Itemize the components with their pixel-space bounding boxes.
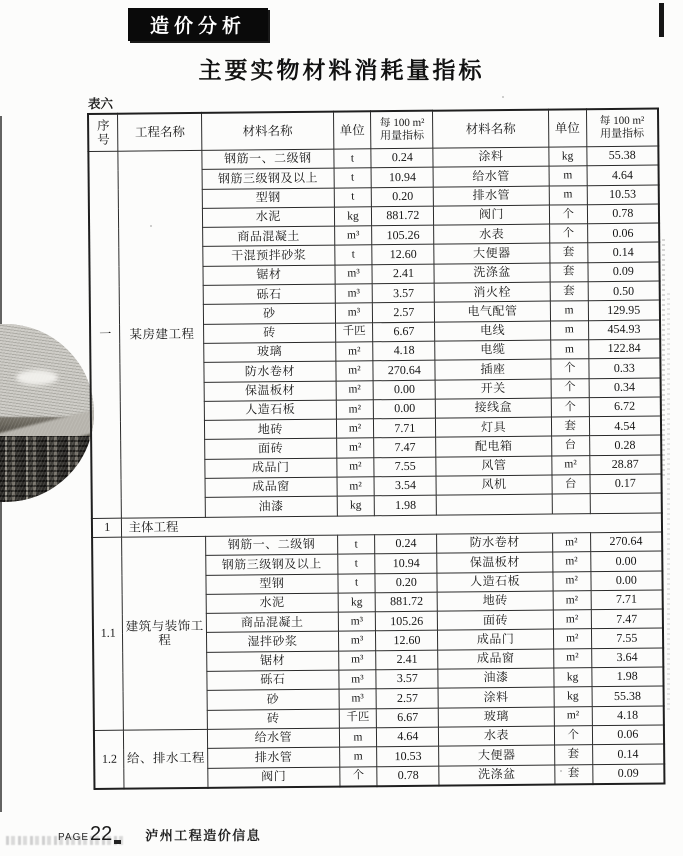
qty-head-line1: 每 100 m² xyxy=(379,116,425,130)
material-cell: 插座 xyxy=(435,359,551,379)
material-cell: 防水卷材 xyxy=(204,361,336,382)
material-cell: 钢筋一、二级钢 xyxy=(202,149,334,170)
material-cell: 电线 xyxy=(435,321,551,341)
value-cell: 0.06 xyxy=(592,725,664,745)
value-cell: 2.41 xyxy=(376,650,438,670)
unit-cell: 套 xyxy=(550,282,588,302)
unit-cell: m² xyxy=(553,610,591,630)
value-cell: 881.72 xyxy=(376,592,438,612)
material-cell: 人造石板 xyxy=(437,572,553,592)
material-cell: 大便器 xyxy=(434,244,550,264)
unit-cell: m² xyxy=(553,571,591,591)
col-header-project: 工程名称 xyxy=(118,113,202,151)
material-cell: 油漆 xyxy=(205,496,337,517)
material-cell: 人造石板 xyxy=(204,400,336,421)
unit-cell: m² xyxy=(337,477,375,497)
section-name-cell: 建筑与装饰工程 xyxy=(122,536,208,730)
value-cell: 28.87 xyxy=(589,455,661,475)
unit-cell: m² xyxy=(336,458,374,478)
unit-cell: t xyxy=(337,535,375,555)
unit-cell: 千匹 xyxy=(339,708,377,728)
value-cell: 2.57 xyxy=(376,688,438,708)
unit-cell: m² xyxy=(553,629,591,649)
materials-table-wrap xyxy=(87,108,665,790)
value-cell: 10.94 xyxy=(375,553,437,573)
value-cell: 2.41 xyxy=(372,264,434,284)
unit-cell: 个 xyxy=(551,398,589,418)
value-cell: 122.84 xyxy=(588,339,660,359)
value-cell: 7.55 xyxy=(374,457,436,477)
section-no-cell: 1 xyxy=(92,518,122,538)
value-cell: 0.09 xyxy=(588,262,660,282)
value-cell: 0.00 xyxy=(374,380,436,400)
footer-tick-mark xyxy=(114,840,121,844)
value-cell: 0.33 xyxy=(589,358,661,378)
unit-cell: 套 xyxy=(550,262,588,282)
unit-cell: 个 xyxy=(549,224,587,244)
unit-cell: m xyxy=(339,728,377,748)
unit-cell: m³ xyxy=(338,650,376,670)
value-cell: 7.71 xyxy=(591,590,663,610)
value-cell: 7.55 xyxy=(591,628,663,648)
value-cell: 0.14 xyxy=(592,744,664,764)
col-header-material-right: 材料名称 xyxy=(433,110,549,149)
value-cell: 0.78 xyxy=(377,766,439,786)
material-cell: 保温板材 xyxy=(437,552,553,572)
material-cell: 商品混凝土 xyxy=(206,612,338,633)
section-no-cell: 一 xyxy=(88,151,121,518)
value-cell: 55.38 xyxy=(586,146,658,166)
scan-corner-mark xyxy=(659,3,664,37)
unit-cell: m xyxy=(550,301,588,321)
unit-cell: kg xyxy=(334,207,372,227)
value-cell: 7.47 xyxy=(374,438,436,458)
unit-cell: m² xyxy=(336,400,374,420)
value-cell: 6.67 xyxy=(373,322,435,342)
material-cell: 涂料 xyxy=(438,687,554,707)
material-cell: 水泥 xyxy=(206,593,338,614)
unit-cell: m xyxy=(550,320,588,340)
col-header-material-left: 材料名称 xyxy=(202,112,334,151)
material-cell: 大便器 xyxy=(439,745,555,765)
material-cell: 型钢 xyxy=(202,188,334,209)
material-cell: 锯材 xyxy=(203,265,335,286)
value-cell: 129.95 xyxy=(588,300,660,320)
col-header-unit-left: 单位 xyxy=(333,111,371,149)
value-cell: 4.64 xyxy=(587,165,659,185)
value-cell: 55.38 xyxy=(592,686,664,706)
value-cell: 7.47 xyxy=(591,609,663,629)
value-cell: 105.26 xyxy=(376,611,438,631)
unit-cell: m² xyxy=(553,648,591,668)
material-cell: 电缆 xyxy=(435,340,551,360)
unit-cell: m² xyxy=(552,552,590,572)
unit-cell: kg xyxy=(337,496,375,516)
unit-cell: 个 xyxy=(551,378,589,398)
value-cell: 10.94 xyxy=(371,167,433,187)
unit-cell: m² xyxy=(336,380,374,400)
material-cell: 排水管 xyxy=(208,747,340,768)
value-cell: 881.72 xyxy=(372,206,434,226)
value-cell: 270.64 xyxy=(590,532,662,552)
material-cell: 砂 xyxy=(203,304,335,325)
material-cell: 成品门 xyxy=(438,629,554,649)
material-cell: 消火栓 xyxy=(434,282,550,302)
unit-cell: t xyxy=(334,245,372,265)
value-cell: 7.71 xyxy=(374,418,436,438)
unit-cell: m³ xyxy=(338,670,376,690)
unit-cell: 台 xyxy=(551,436,589,456)
value-cell: 0.00 xyxy=(591,571,663,591)
qty-head-line2: 用量指标 xyxy=(380,129,425,143)
unit-cell: t xyxy=(337,554,375,574)
value-cell: 0.28 xyxy=(589,435,661,455)
value-cell: 3.64 xyxy=(591,648,663,668)
unit-cell: 千匹 xyxy=(335,322,373,342)
unit-cell: m xyxy=(549,185,587,205)
material-cell: 给水管 xyxy=(433,166,549,186)
footer-publication-name: 泸州工程造价信息 xyxy=(145,828,262,843)
material-cell: 砖 xyxy=(207,709,339,730)
value-cell: 0.50 xyxy=(588,281,660,301)
unit-cell: kg xyxy=(338,593,376,613)
scan-bleed-marks xyxy=(662,236,665,476)
value-cell: 0.78 xyxy=(587,204,659,224)
city-aerial-photo xyxy=(0,324,94,502)
unit-cell: t xyxy=(337,573,375,593)
material-cell: 砾石 xyxy=(207,670,339,691)
value-cell: 4.18 xyxy=(373,341,435,361)
unit-cell: m³ xyxy=(335,284,373,304)
material-cell: 砾石 xyxy=(203,284,335,305)
footer-page-number: 22 xyxy=(90,823,113,845)
section-name-cell: 给、排水工程 xyxy=(124,729,208,788)
material-cell: 型钢 xyxy=(206,574,338,595)
section-badge-label: 造价分析 xyxy=(149,16,246,37)
value-cell: 2.57 xyxy=(373,303,435,323)
value-cell: 0.20 xyxy=(372,187,434,207)
unit-cell: 台 xyxy=(552,475,590,495)
material-cell: 阀门 xyxy=(208,767,340,788)
value-cell: 10.53 xyxy=(587,185,659,205)
material-cell: 油漆 xyxy=(438,668,554,688)
value-cell: 3.54 xyxy=(374,476,436,496)
table-number-label: 表六 xyxy=(88,97,114,111)
material-cell: 电气配管 xyxy=(435,301,551,321)
material-cell: 砖 xyxy=(204,323,336,344)
value-cell: 3.57 xyxy=(376,669,438,689)
col-header-qty-left xyxy=(371,111,433,149)
material-cell: 成品门 xyxy=(205,458,337,479)
table-header-row xyxy=(88,109,658,152)
footer-page-word: PAGE xyxy=(58,832,90,843)
unit-cell: 个 xyxy=(549,205,587,225)
section-name-cell: 主体工程 xyxy=(122,513,662,537)
unit-cell: 套 xyxy=(550,243,588,263)
material-cell: 钢筋三级钢及以上 xyxy=(206,554,338,575)
material-cell: 面砖 xyxy=(438,610,554,630)
unit-cell: kg xyxy=(554,687,592,707)
value-cell: 0.00 xyxy=(374,399,436,419)
material-cell: 洗涤盆 xyxy=(439,765,555,786)
value-cell: 3.57 xyxy=(373,283,435,303)
unit-cell: m² xyxy=(552,455,590,475)
unit-cell: t xyxy=(334,168,372,188)
unit-cell: m xyxy=(549,166,587,186)
value-cell: 0.00 xyxy=(590,551,662,571)
photo-grain-overlay xyxy=(0,324,94,502)
material-cell: 商品混凝土 xyxy=(203,226,335,247)
material-cell: 玻璃 xyxy=(204,342,336,363)
value-cell: 0.24 xyxy=(371,148,433,168)
value-cell: 12.60 xyxy=(372,245,434,265)
unit-cell: m² xyxy=(553,591,591,611)
unit-cell: m³ xyxy=(335,265,373,285)
material-cell: 配电箱 xyxy=(436,437,552,457)
material-cell: 地砖 xyxy=(437,591,553,611)
material-cell: 钢筋一、二级钢 xyxy=(206,535,338,556)
scan-bleed-marks xyxy=(667,290,670,710)
material-cell: 风管 xyxy=(436,456,552,476)
material-cell: 砂 xyxy=(207,689,339,710)
material-cell: 地砖 xyxy=(205,419,337,440)
value-cell: 105.26 xyxy=(372,225,434,245)
value-cell: 0.14 xyxy=(587,242,659,262)
material-cell: 保温板材 xyxy=(204,381,336,402)
value-cell: 0.06 xyxy=(587,223,659,243)
unit-cell: 套 xyxy=(551,417,589,437)
material-cell: 防水卷材 xyxy=(437,533,553,553)
value-cell: 12.60 xyxy=(376,631,438,651)
value-cell: 270.64 xyxy=(373,360,435,380)
material-cell: 钢筋三级钢及以上 xyxy=(202,168,334,189)
value-cell: 454.93 xyxy=(588,320,660,340)
page-footer xyxy=(58,823,261,846)
unit-cell: 个 xyxy=(554,726,592,746)
material-cell: 风机 xyxy=(436,475,552,495)
unit-cell: kg xyxy=(549,147,587,167)
material-cell: 水表 xyxy=(439,726,555,746)
section-badge xyxy=(128,8,268,41)
material-cell: 锯材 xyxy=(207,651,339,672)
material-cell: 洗涤盆 xyxy=(434,263,550,283)
value-cell xyxy=(590,493,662,513)
material-cell: 接线盒 xyxy=(436,398,552,418)
value-cell: 4.64 xyxy=(377,727,439,747)
value-cell: 10.53 xyxy=(377,746,439,766)
material-cell: 玻璃 xyxy=(439,707,555,727)
qty-head-line2: 用量指标 xyxy=(599,127,645,141)
value-cell: 4.54 xyxy=(589,416,661,436)
material-cell xyxy=(436,494,552,514)
value-cell: 6.72 xyxy=(589,397,661,417)
unit-cell: m² xyxy=(335,361,373,381)
qty-head-line1: 每 100 m² xyxy=(599,114,645,127)
material-cell: 面砖 xyxy=(205,439,337,460)
material-cell: 水泥 xyxy=(203,207,335,228)
unit-cell: 个 xyxy=(339,766,377,786)
material-cell: 成品窗 xyxy=(438,649,554,669)
unit-cell: m² xyxy=(335,342,373,362)
value-cell: 1.98 xyxy=(375,496,437,516)
section-name-cell: 某房建工程 xyxy=(118,150,205,517)
material-cell: 给水管 xyxy=(208,728,340,749)
unit-cell: m² xyxy=(554,706,592,726)
material-cell: 湿拌砂浆 xyxy=(207,632,339,653)
value-cell: 1.98 xyxy=(591,667,663,687)
material-cell: 灯具 xyxy=(436,417,552,437)
unit-cell: m³ xyxy=(338,612,376,632)
unit-cell: t xyxy=(334,187,372,207)
value-cell: 0.24 xyxy=(375,534,437,554)
unit-cell: t xyxy=(333,149,371,169)
col-header-no: 序号 xyxy=(88,114,118,152)
unit-cell: m² xyxy=(552,533,590,553)
material-cell: 阀门 xyxy=(434,205,550,225)
unit-cell: m xyxy=(339,747,377,767)
unit-cell: m³ xyxy=(338,631,376,651)
unit-cell: m³ xyxy=(339,689,377,709)
value-cell: 0.34 xyxy=(589,378,661,398)
unit-cell: 套 xyxy=(555,764,593,784)
material-cell: 涂料 xyxy=(433,147,549,167)
value-cell: 0.20 xyxy=(375,573,437,593)
materials-consumption-table xyxy=(87,108,665,790)
material-cell: 排水管 xyxy=(434,186,550,206)
unit-cell: kg xyxy=(554,668,592,688)
material-cell: 水表 xyxy=(434,224,550,244)
page-title: 主要实物材料消耗量指标 xyxy=(198,57,485,83)
value-cell: 4.18 xyxy=(592,706,664,726)
unit-cell: m xyxy=(550,340,588,360)
section-no-cell: 1.1 xyxy=(92,537,124,730)
unit-cell: m³ xyxy=(335,303,373,323)
value-cell: 6.67 xyxy=(377,708,439,728)
unit-cell: m³ xyxy=(334,226,372,246)
unit-cell: m² xyxy=(336,438,374,458)
unit-cell xyxy=(552,494,590,514)
col-header-unit-right: 单位 xyxy=(548,109,586,147)
unit-cell: m² xyxy=(336,419,374,439)
material-cell: 成品窗 xyxy=(205,477,337,498)
unit-cell: 个 xyxy=(551,359,589,379)
col-header-qty-right xyxy=(586,109,658,147)
unit-cell: 套 xyxy=(554,745,592,765)
scan-speck xyxy=(502,96,504,98)
value-cell: 0.09 xyxy=(592,763,664,783)
material-cell: 干混预拌砂浆 xyxy=(203,246,335,267)
value-cell: 0.17 xyxy=(590,474,662,494)
material-cell: 开关 xyxy=(435,379,551,399)
section-no-cell: 1.2 xyxy=(94,730,124,789)
